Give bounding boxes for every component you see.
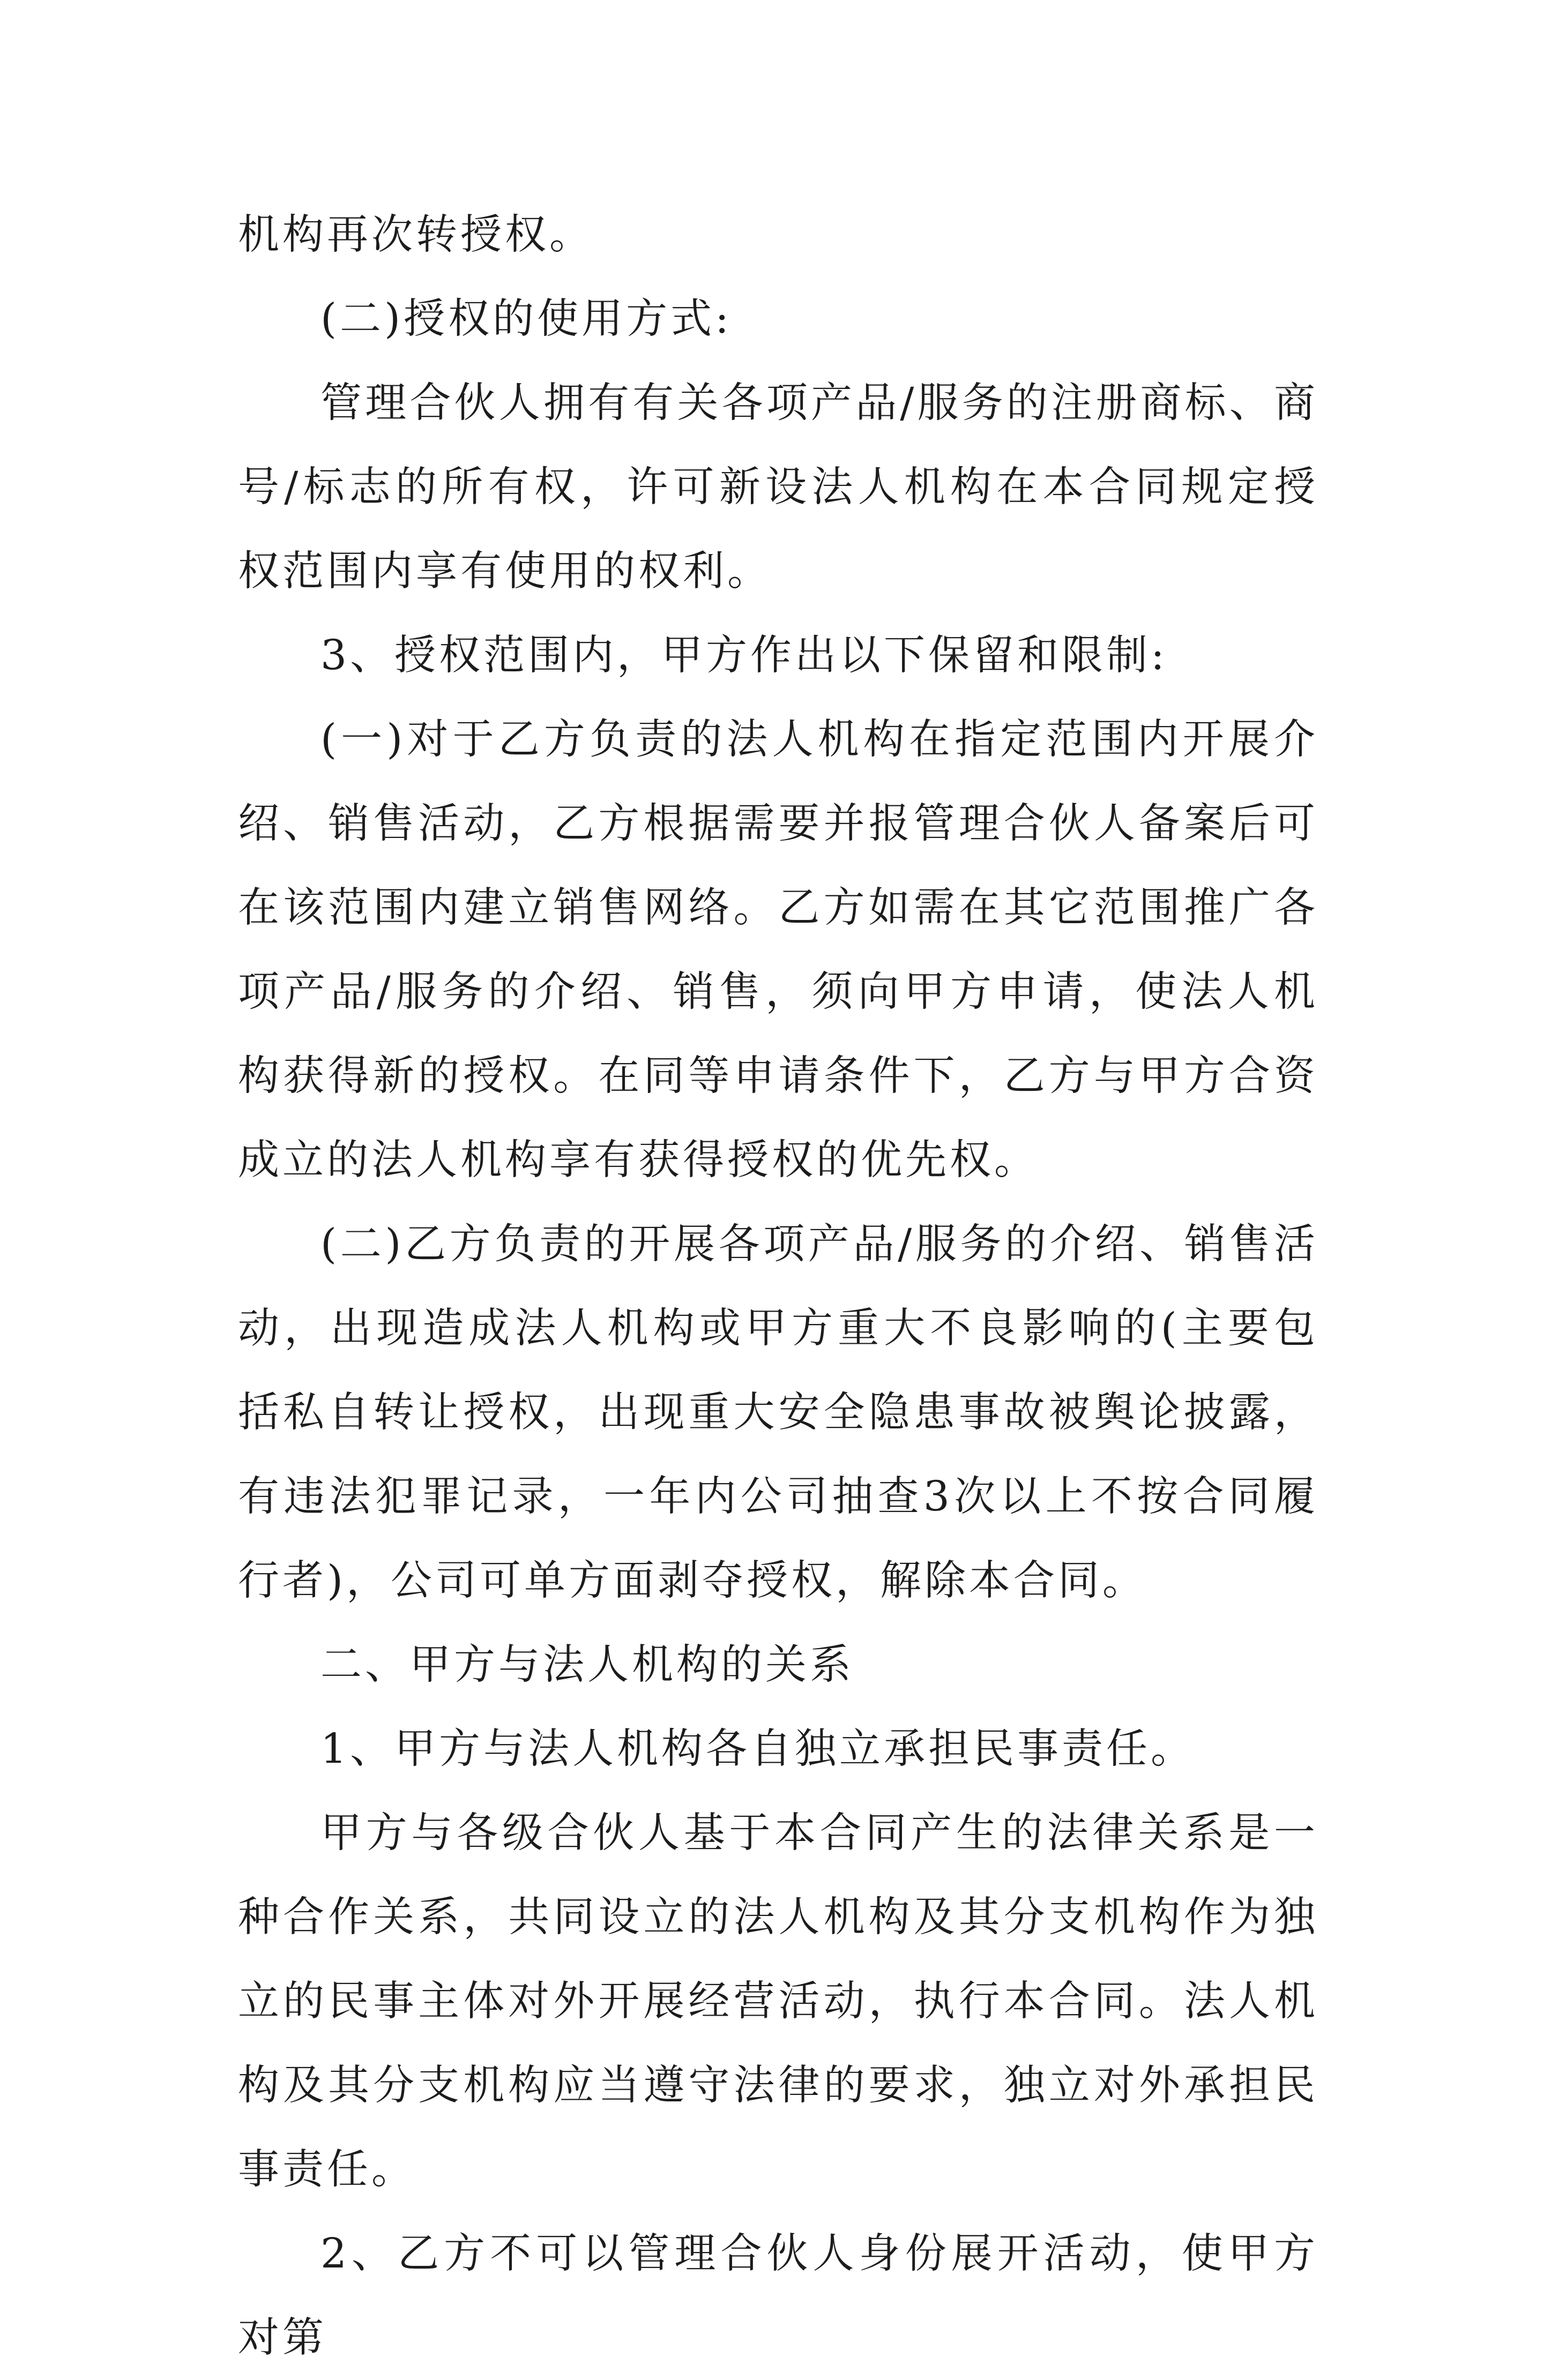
paragraph-authorization-usage-heading: (二)授权的使用方式: bbox=[320, 295, 733, 343]
paragraph-sales-network: (一)对于乙方负责的法人机构在指定范围内开展介绍、销售活动，乙方根据需要并报管理合伙人备案后可在该范围内建立销售网络。乙方如需在其它范围推广各项产品/服务的介绍、销售，须向甲方申请，使法人机构获得新的授权。在同等申请条件下，乙方与甲方合资成立的法人机构享有获得授权的优先权。 bbox=[238, 716, 1318, 1184]
section-heading-relationship: 二、甲方与法人机构的关系 bbox=[320, 1641, 854, 1689]
document-body bbox=[238, 193, 1318, 2380]
paragraph-independent-liability: 1、甲方与法人机构各自独立承担民事责任。 bbox=[320, 1725, 1195, 1773]
paragraph-reservations-heading: 3、授权范围内，甲方作出以下保留和限制: bbox=[320, 632, 1168, 679]
paragraph-revocation: (二)乙方负责的开展各项产品/服务的介绍、销售活动，出现造成法人机构或甲方重大不良影响的(主要包括私自转让授权，出现重大安全隐患事故被舆论披露，有违法犯罪记录，一年内公司抽查3次以上不按合同履行者)，公司可单方面剥夺授权，解除本合同。 bbox=[238, 1221, 1318, 1605]
paragraph-partner-identity: 2、乙方不可以管理合伙人身份展开活动，使甲方对第 bbox=[238, 2230, 1318, 2362]
paragraph-cooperation-relationship: 甲方与各级合伙人基于本合同产生的法律关系是一种合作关系，共同设立的法人机构及其分支机构作为独立的民事主体对外开展经营活动，执行本合同。法人机构及其分支机构应当遵守法律的要求，独立对外承担民事责任。 bbox=[238, 1809, 1318, 2194]
paragraph-continuation: 机构再次转授权。 bbox=[238, 211, 594, 259]
paragraph-trademark-ownership: 管理合伙人拥有有关各项产品/服务的注册商标、商号/标志的所有权，许可新设法人机构在本合同规定授权范围内享有使用的权利。 bbox=[238, 379, 1318, 595]
